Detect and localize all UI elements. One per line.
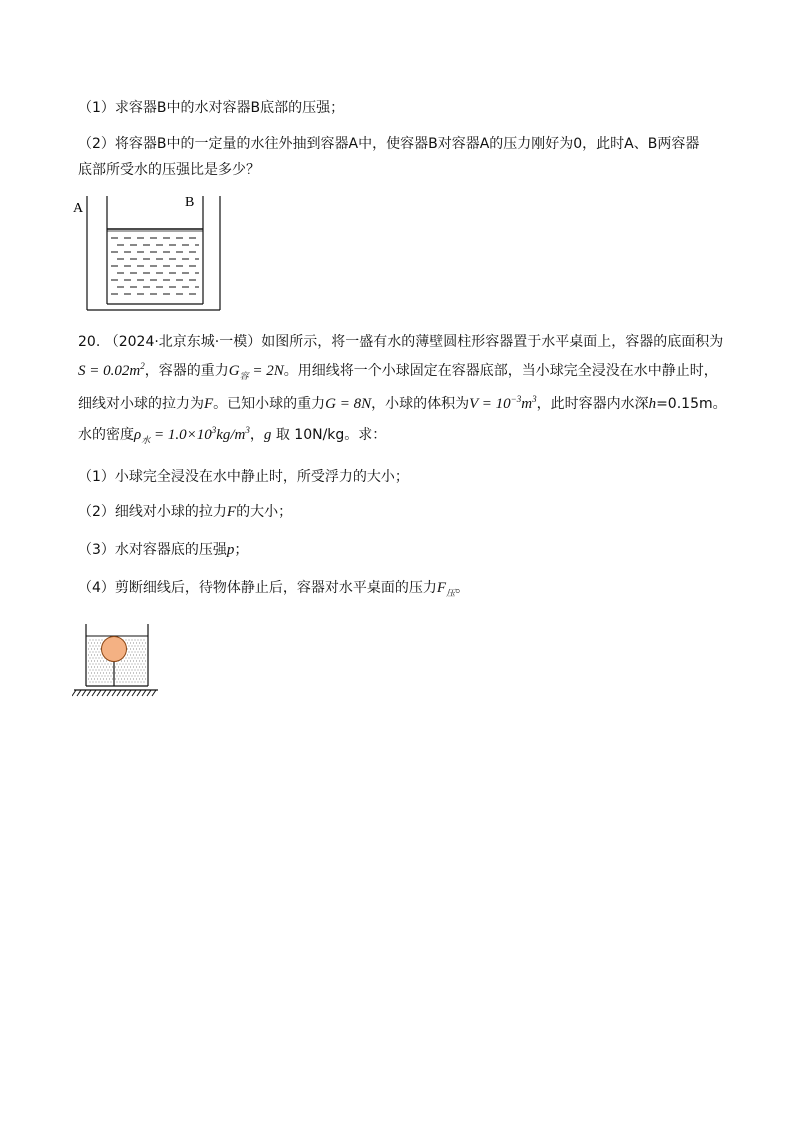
q19-part2-line1: （2）将容器B中的一定量的水往外抽到容器A中，使容器B对容器A的压力刚好为0，此时A、B两容器 [78, 136, 700, 152]
q20-line2: $S = 0.02m^2$，容器的重力$G_容 = 2N$。用细线将一个小球固定在容器底部，当小球完全浸没在水中静止时， [78, 361, 718, 381]
figure-ball-container [72, 618, 162, 698]
q20-number: 20. [78, 334, 101, 350]
q20-part2: （2）细线对小球的拉力F的大小； [78, 504, 293, 520]
water-b [111, 238, 199, 294]
figure-containers-ab [70, 192, 230, 314]
ball-weight: G = 8N [325, 396, 372, 412]
q20-part4: （4）剪断细线后，待物体静止后，容器对水平桌面的压力$F_压$。 [78, 580, 470, 598]
q19-part2-line2: 底部所受水的压强比是多少？ [78, 162, 260, 178]
table-hatching [72, 690, 156, 696]
container-weight: $G_容 = 2N$ [228, 363, 284, 381]
q20-part1: （1）小球完全浸没在水中静止时，所受浮力的大小； [78, 469, 409, 485]
ball [102, 637, 127, 662]
ball-volume: $V = 10^{-3}m^3$ [469, 394, 537, 412]
water-density: $\rho_水 = 1.0\times 10^3kg/m^3$ [134, 425, 250, 445]
q20-source: （2024·北京东城·一模） [104, 334, 262, 350]
q19-part1: （1）求容器B中的水对容器B底部的压强； [78, 100, 345, 116]
q20-part3: （3）水对容器底的压强p； [78, 542, 249, 558]
label-a: A [73, 201, 84, 216]
label-b: B [185, 195, 195, 210]
q20-line1 [78, 332, 723, 352]
area-expression: $S = 0.02m^2$ [78, 361, 145, 379]
q20-line3: 细线对小球的拉力为F。已知小球的重力G = 8N，小球的体积为$V = 10^{-3}m^3$，此时容器内水深h=0.15m。 [78, 394, 727, 412]
q20-text-1: 如图所示，将一盛有水的薄壁圆柱形容器置于水平桌面上，容器的底面积为 [261, 334, 724, 350]
q20-line4: 水的密度$\rho_水 = 1.0\times 10^3kg/m^3$，g 取 10N/kg。求： [78, 425, 387, 445]
